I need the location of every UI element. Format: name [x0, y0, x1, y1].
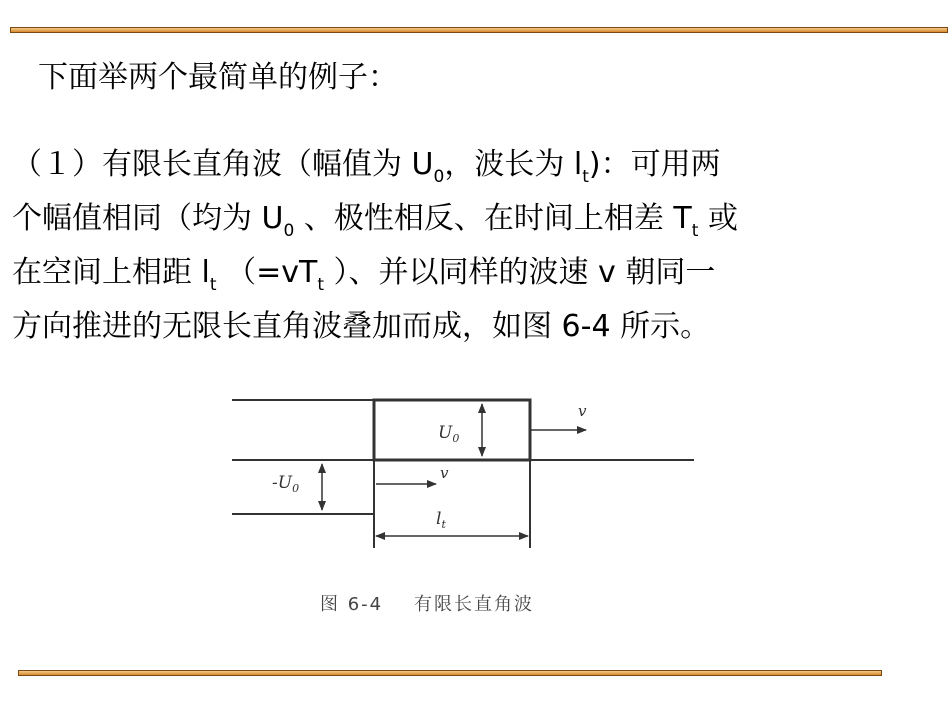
text-segment: ）、并以同样的波速 v 朝同一: [323, 255, 716, 290]
lt-label-sub: t: [441, 518, 446, 531]
u0-label: $U_0$: [438, 423, 460, 445]
top-divider: [10, 27, 948, 33]
subscript: t: [317, 275, 324, 295]
text-segment: 、极性相反、在时间上相差 T: [294, 201, 692, 236]
figure-caption: 图 6-4 有限长直角波: [320, 594, 535, 615]
text-segment: （=vT: [216, 255, 318, 290]
paragraph-line-2: [12, 192, 912, 246]
text-segment: （１）有限长直角波（幅值为 U: [12, 147, 434, 182]
intro-text: 下面举两个最简单的例子：: [38, 60, 398, 95]
text-segment: 个幅值相同（均为 U: [12, 201, 284, 236]
paragraph-line-4: 方向推进的无限长直角波叠加而成，如图 6-4 所示。: [12, 309, 711, 344]
text-segment: )：可用两: [588, 147, 721, 182]
text-segment: 或: [698, 201, 738, 236]
subscript: 0: [283, 221, 295, 241]
u0-label-sub: 0: [452, 432, 460, 445]
v-label-mid: v: [440, 464, 449, 482]
rectangular-wave-diagram: [200, 372, 720, 640]
lt-label: $l_t$: [436, 509, 446, 531]
text-segment: 在空间上相距 l: [12, 255, 210, 290]
body-paragraph: [12, 138, 912, 354]
paragraph-line-1: [12, 138, 912, 192]
figure-6-4: [200, 372, 720, 640]
neg-u0-label-sub: 0: [292, 482, 300, 495]
bottom-divider: [18, 670, 882, 676]
subscript: t: [582, 167, 589, 187]
text-segment: ，波长为 l: [444, 147, 583, 182]
v-label-top: v: [578, 402, 587, 420]
paragraph-line-3: [12, 246, 912, 300]
subscript: 0: [433, 167, 445, 187]
neg-u0-label: $-U_0$: [272, 473, 300, 495]
subscript: t: [691, 221, 699, 241]
subscript: t: [209, 275, 217, 295]
